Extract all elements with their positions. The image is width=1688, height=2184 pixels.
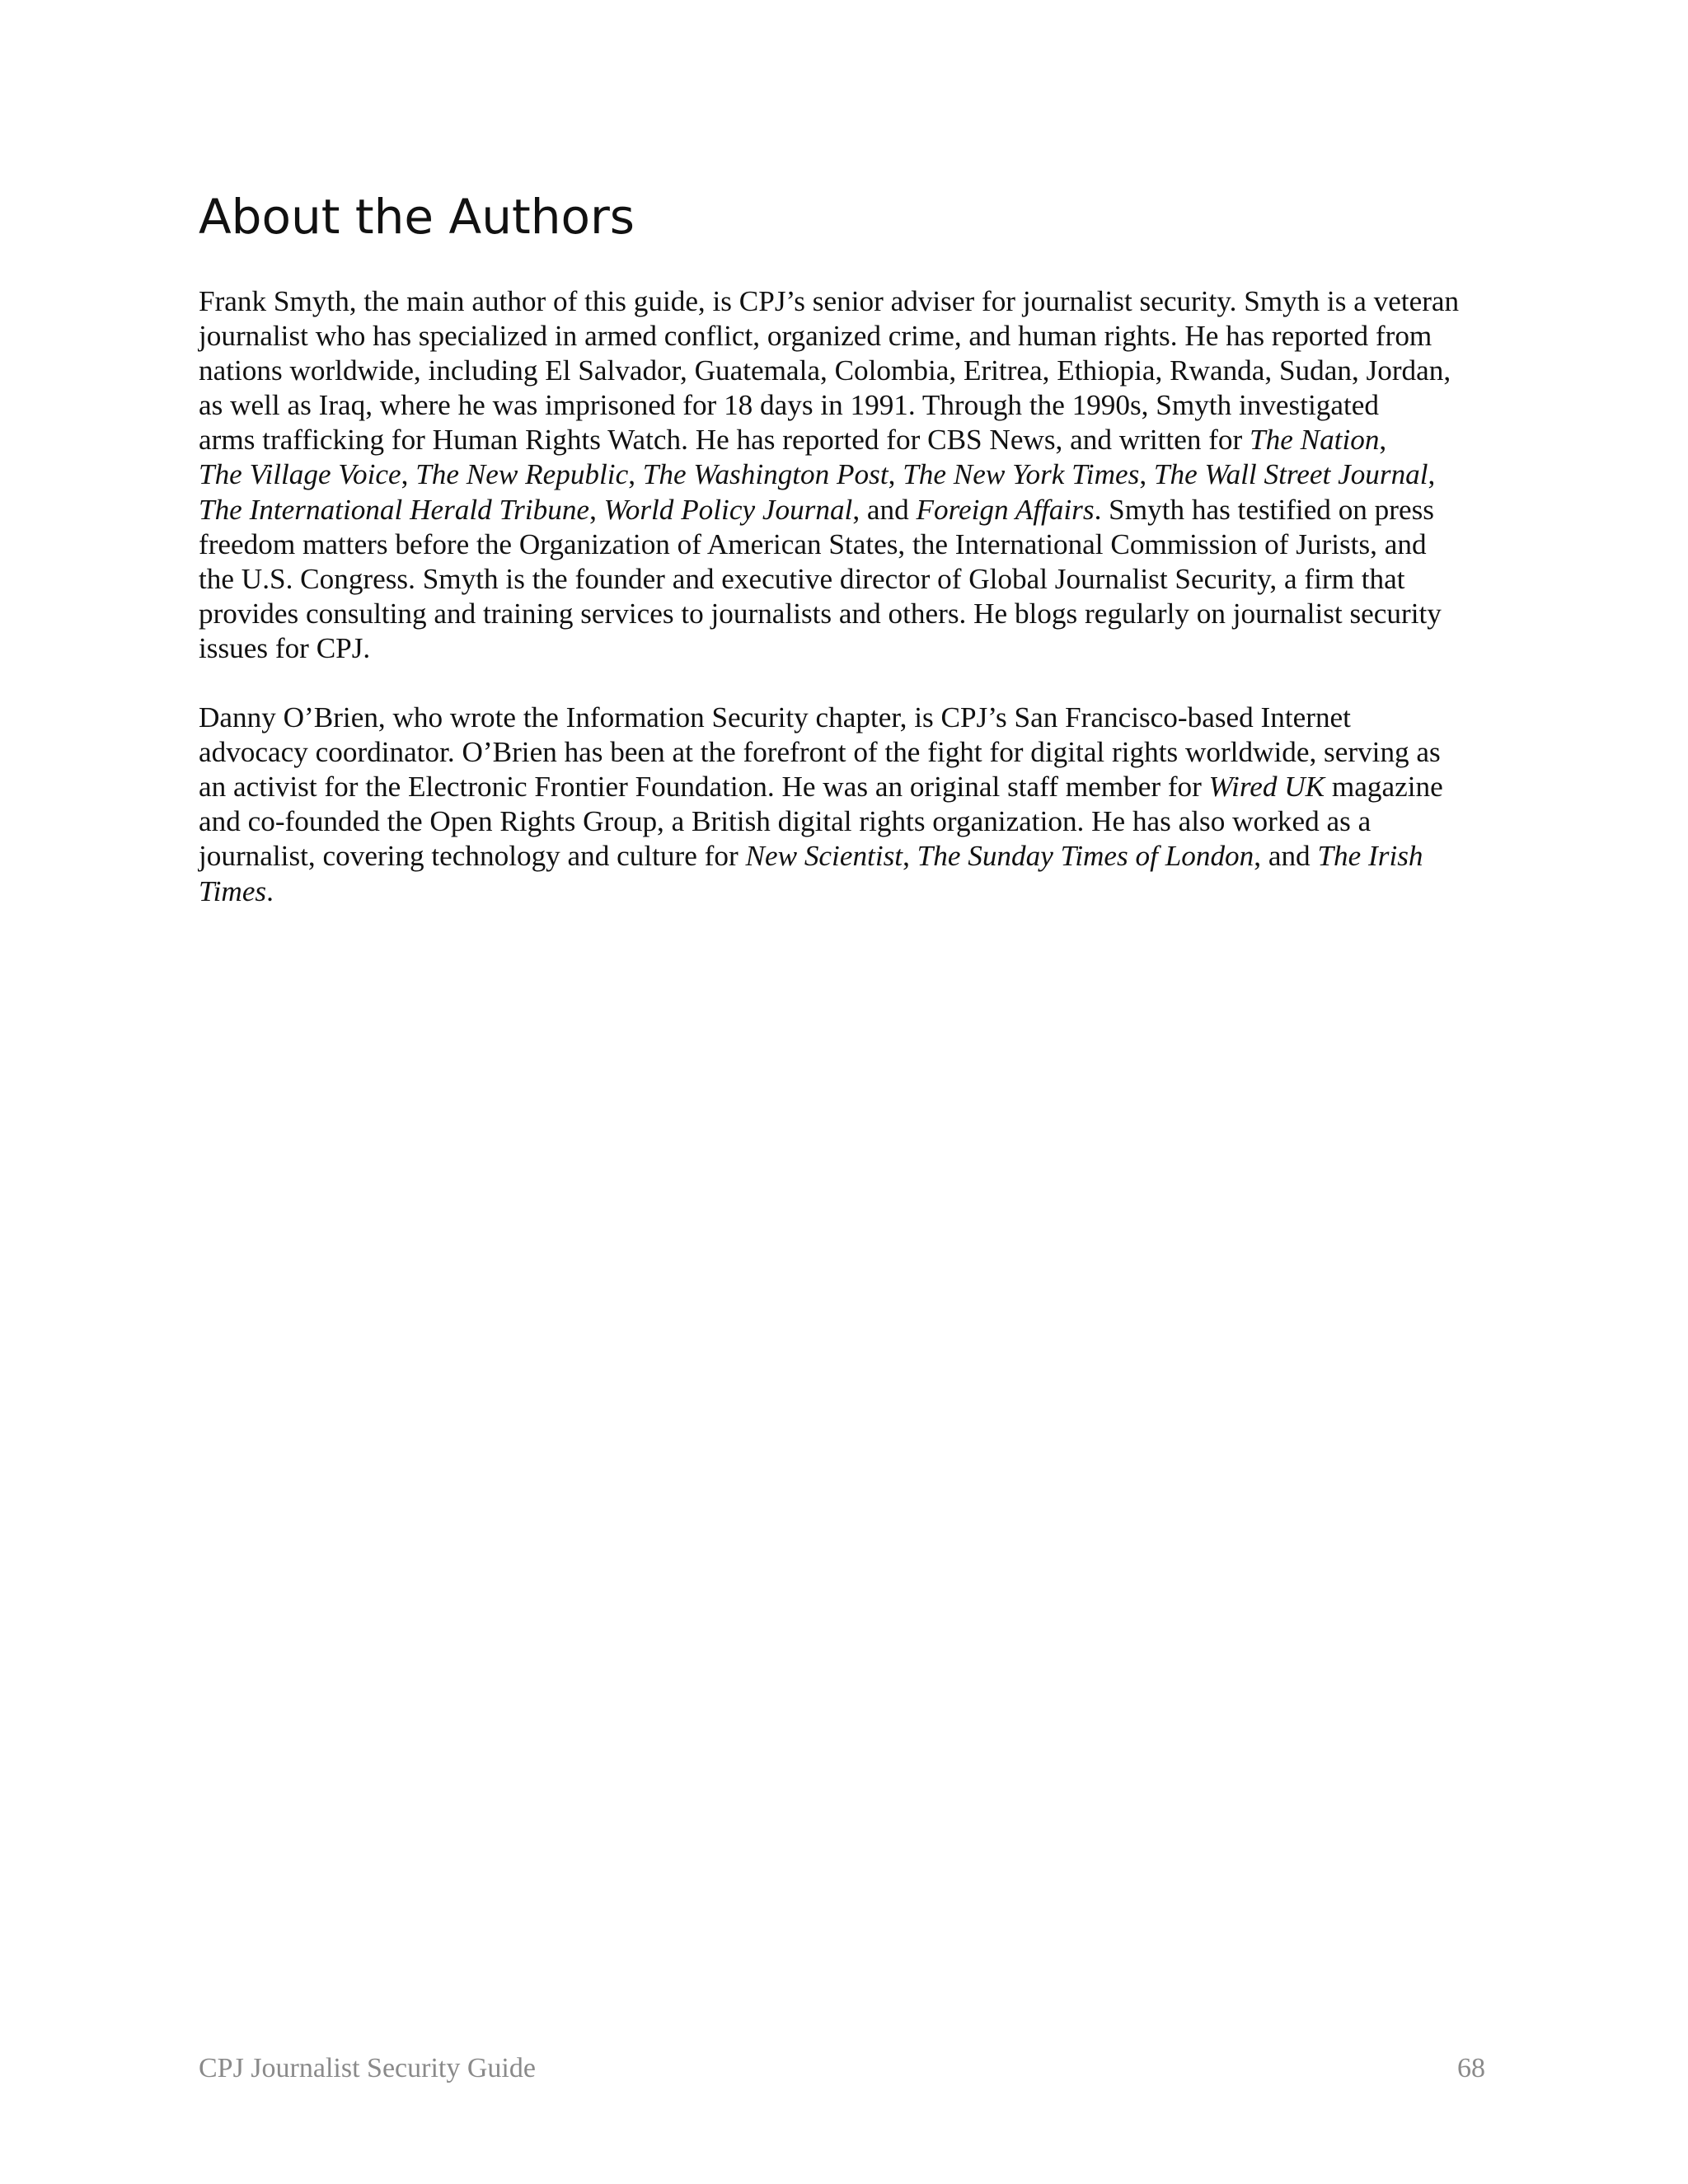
publication-title: The New York Times <box>903 458 1140 491</box>
text-segment: as well as Iraq, where he was imprisoned for 18 days in 1991. Through the 1990s, Smyth investigated <box>199 389 1380 422</box>
publication-title: Foreign Affairs <box>916 493 1095 526</box>
text-line <box>199 457 1493 492</box>
publication-title: The Nation <box>1250 424 1380 457</box>
page-number: 68 <box>1457 2053 1485 2083</box>
text-segment: , <box>1379 424 1387 457</box>
text-segment: magazine <box>1325 771 1443 804</box>
text-line <box>199 423 1493 457</box>
publication-title: The International Herald Tribune <box>199 493 590 526</box>
text-segment: provides consulting and training services to journalists and others. He blogs regularly on journalist security <box>199 597 1442 630</box>
text-line <box>199 701 1493 735</box>
text-line <box>199 493 1493 527</box>
text-segment: , <box>401 458 416 491</box>
text-line <box>199 804 1493 839</box>
author-bio-paragraph <box>199 284 1493 666</box>
publication-title: Times <box>199 874 267 907</box>
publication-title: The Washington Post <box>642 458 889 491</box>
text-segment: , <box>1139 458 1154 491</box>
text-segment: the U.S. Congress. Smyth is the founder and executive director of Global Journalist Security, a firm that <box>199 562 1405 595</box>
text-segment: advocacy coordinator. O’Brien has been at the forefront of the fight for digital rights worldwide, serving as <box>199 736 1441 769</box>
text-segment: journalist, covering technology and culture for <box>199 840 746 873</box>
text-segment: , <box>888 458 903 491</box>
text-segment: , <box>589 493 604 526</box>
text-segment: Danny O’Brien, who wrote the Information Security chapter, is CPJ’s San Francisco-based Internet <box>199 701 1351 734</box>
text-line <box>199 562 1493 597</box>
body-text <box>199 284 1493 944</box>
text-segment: , <box>628 458 643 491</box>
text-line <box>199 597 1493 631</box>
text-segment: , and <box>852 493 917 526</box>
text-segment: freedom matters before the Organization of American States, the International Commission of Jurists, and <box>199 527 1427 560</box>
text-segment: an activist for the Electronic Frontier Foundation. He was an original staff member for <box>199 771 1209 804</box>
text-segment: journalist who has specialized in armed conflict, organized crime, and human rights. He has reported from <box>199 320 1432 353</box>
publication-title: World Policy Journal <box>603 493 853 526</box>
page-title: About the Authors <box>199 189 635 245</box>
text-line <box>199 354 1493 388</box>
text-line <box>199 735 1493 770</box>
text-line <box>199 839 1493 874</box>
text-segment: nations worldwide, including El Salvador, Guatemala, Colombia, Eritrea, Ethiopia, Rwanda, Sudan, Jordan, <box>199 354 1451 387</box>
author-bio-paragraph <box>199 701 1493 909</box>
footer-title: CPJ Journalist Security Guide <box>199 2053 536 2083</box>
publication-title: The Village Voice <box>199 458 401 491</box>
publication-title: The New Republic <box>415 458 629 491</box>
text-line <box>199 388 1493 423</box>
text-segment: . Smyth has testified on press <box>1094 493 1435 526</box>
text-segment: Frank Smyth, the main author of this guide, is CPJ’s senior adviser for journalist security. Smyth is a veteran <box>199 285 1460 317</box>
publication-title: The Sunday Times of London <box>917 840 1254 873</box>
publication-title: The Irish <box>1317 840 1423 873</box>
text-segment: and co-founded the Open Rights Group, a British digital rights organization. He has also worked as a <box>199 805 1372 838</box>
text-line <box>199 631 1493 666</box>
text-segment: , and <box>1254 840 1318 873</box>
text-segment: , <box>1428 458 1436 491</box>
text-segment: . <box>266 874 274 907</box>
text-segment: arms trafficking for Human Rights Watch. He has reported for CBS News, and written for <box>199 424 1250 457</box>
text-line <box>199 527 1493 562</box>
text-line <box>199 770 1493 804</box>
publication-title: Wired UK <box>1208 771 1325 804</box>
publication-title: New Scientist <box>745 840 903 873</box>
publication-title: The Wall Street Journal <box>1153 458 1428 491</box>
text-line <box>199 319 1493 354</box>
text-segment: , <box>903 840 917 873</box>
text-segment: issues for CPJ. <box>199 631 371 664</box>
text-line <box>199 284 1493 319</box>
text-line <box>199 874 1493 909</box>
